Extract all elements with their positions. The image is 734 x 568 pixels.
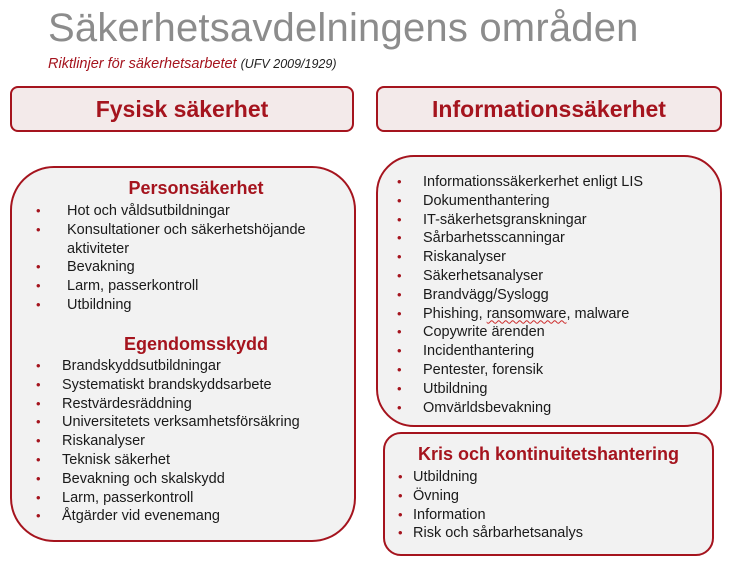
informationssakerhet-list xyxy=(397,173,717,417)
list-item: • Riskanalyser xyxy=(36,433,145,450)
list-item: • Universitetets verksamhetsförsäkring xyxy=(36,414,300,431)
bullet-icon: • xyxy=(36,221,41,237)
list-item: • Omvärldsbevakning xyxy=(397,399,552,416)
list-item: • Brandvägg/Syslogg xyxy=(397,286,549,303)
subtitle-text: Riktlinjer för säkerhetsarbetet xyxy=(48,56,237,72)
list-item: • Riskanalyser xyxy=(397,249,506,266)
bullet-icon: • xyxy=(36,489,41,505)
bullet-icon: • xyxy=(398,525,403,541)
phishing-item: Phishing, ransomware, malware xyxy=(423,305,630,322)
list-item: • Konsultationer och säkerhetshöjande aktiviteter xyxy=(36,221,306,257)
list-item: • Dokumenthantering xyxy=(397,192,550,209)
bullet-icon: • xyxy=(36,296,41,312)
list-item: • Utbildning xyxy=(36,296,132,313)
list-item: • Utbildning xyxy=(397,380,488,397)
egendomsskydd-title: Egendomsskydd xyxy=(123,334,269,354)
list-item: • Information xyxy=(398,506,486,523)
bullet-icon: • xyxy=(36,395,41,411)
list-item: • Brandskyddsutbildningar xyxy=(36,358,221,374)
egendomsskydd-list xyxy=(36,357,356,526)
bullet-icon: • xyxy=(36,358,41,373)
list-item: • Säkerhetsanalyser xyxy=(397,267,544,284)
bullet-icon: • xyxy=(36,414,41,430)
bullet-icon: • xyxy=(397,192,402,208)
list-item: • Systematiskt brandskyddsarbete xyxy=(36,376,272,393)
list-item: • Incidenthantering xyxy=(397,343,535,360)
bullet-icon: • xyxy=(397,324,402,340)
bullet-icon: • xyxy=(36,470,41,486)
page-title: Säkerhetsavdelningens områden xyxy=(48,6,639,50)
list-item: • Restvärdesräddning xyxy=(36,395,192,412)
bullet-icon: • xyxy=(397,230,402,246)
bullet-icon: • xyxy=(398,506,403,522)
bullet-icon: • xyxy=(36,259,41,275)
bullet-icon: • xyxy=(398,487,403,503)
list-item: • Bevakning och skalskydd xyxy=(36,470,225,487)
list-item: • Risk och sårbarhetsanalys xyxy=(398,525,584,542)
bullet-icon: • xyxy=(397,249,402,265)
list-item: • Utbildning xyxy=(398,469,478,485)
list-item: • Teknisk säkerhet xyxy=(36,451,170,468)
bullet-icon: • xyxy=(397,380,402,396)
personsakerhet-list xyxy=(36,202,356,315)
bullet-icon: • xyxy=(397,399,402,415)
list-item: • Larm, passerkontroll xyxy=(36,278,199,295)
bullet-icon: • xyxy=(397,361,402,377)
subtitle-reference: (UFV 2009/1929) xyxy=(240,57,337,71)
list-item: • Bevakning xyxy=(36,259,135,276)
list-item: • Hot och våldsutbildningar xyxy=(36,203,230,219)
bullet-icon: • xyxy=(397,286,402,302)
kris-title: Kris och kontinuitetshantering xyxy=(417,444,680,464)
list-item xyxy=(397,305,717,324)
personsakerhet-title: Personsäkerhet xyxy=(128,178,264,198)
bullet-icon: • xyxy=(36,376,41,392)
bullet-icon: • xyxy=(397,305,402,321)
kris-list xyxy=(398,468,708,543)
list-item: • IT-säkerhetsgranskningar xyxy=(397,211,587,228)
list-item: • Copywrite ärenden xyxy=(397,324,545,341)
bullet-icon: • xyxy=(397,343,402,359)
bullet-icon: • xyxy=(36,508,41,524)
bullet-icon: • xyxy=(36,433,41,449)
bullet-icon: • xyxy=(397,267,402,283)
list-item: • Åtgärder vid evenemang xyxy=(36,508,220,525)
informationssakerhet-header: Informationssäkerhet xyxy=(376,86,722,132)
bullet-icon: • xyxy=(397,211,402,227)
bullet-icon: • xyxy=(36,203,41,218)
bullet-icon: • xyxy=(36,451,41,467)
list-item: • Informationssäkerkerhet enligt LIS xyxy=(397,174,644,190)
subtitle xyxy=(48,56,337,72)
bullet-icon: • xyxy=(36,278,41,294)
bullet-icon: • xyxy=(397,174,402,189)
list-item: • Sårbarhetsscanningar xyxy=(397,230,565,247)
fysisk-sakerhet-header: Fysisk säkerhet xyxy=(10,86,354,132)
list-item: • Övning xyxy=(398,487,459,504)
list-item: • Pentester, forensik xyxy=(397,361,544,378)
bullet-icon: • xyxy=(398,469,403,484)
list-item: • Larm, passerkontroll xyxy=(36,489,194,506)
